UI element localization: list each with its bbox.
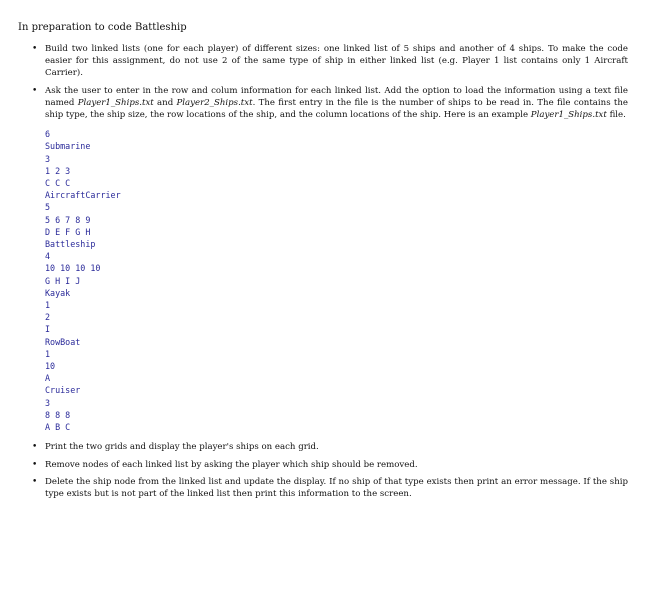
file-line: A <box>45 373 51 384</box>
file-line: RowBoat <box>45 336 81 347</box>
bullet-icon: • <box>32 442 38 453</box>
file-line: AircraftCarrier <box>45 190 121 201</box>
bullet-icon: • <box>32 85 38 96</box>
bullet-icon: • <box>32 44 38 54</box>
file-line: 2 <box>45 312 51 323</box>
task-item-file-input <box>18 85 628 122</box>
task-list <box>18 43 628 121</box>
task-text: Print the two grids and display the player's ships on each grid. <box>45 442 319 453</box>
file-line: D E F G H <box>45 226 91 237</box>
task-item-remove-nodes <box>18 459 628 471</box>
file-line: 4 <box>45 251 51 262</box>
task-item-linked-lists <box>18 43 628 80</box>
file-line: C C C <box>45 178 71 189</box>
task-text: Delete the ship node from the linked list and update the display. If no ship of that type exists then print an error message. If the ship type exists but is not part of the linked list then print this information to the screen. <box>45 476 628 499</box>
file-line: 1 <box>45 300 51 311</box>
file-line: Kayak <box>45 287 71 298</box>
file-line: Submarine <box>45 141 91 152</box>
task-text-part: file. <box>606 110 626 121</box>
file-line: A B C <box>45 422 71 433</box>
file-name-player1: Player1_Ships.txt <box>77 97 154 108</box>
file-line: 10 <box>45 361 56 372</box>
file-line: 3 <box>45 153 51 164</box>
task-list-continued <box>18 441 628 500</box>
file-line: 1 <box>45 348 51 359</box>
file-line: 1 2 3 <box>45 165 71 176</box>
task-text-part: . The first entry in the file is the number of ships to be read in. The file contains the ship type, the ship size, the row locations of the ship, and the column locations of the ship. Here is an example <box>45 97 628 121</box>
file-line: G H I J <box>45 275 81 286</box>
file-line: Cruiser <box>45 385 81 396</box>
file-line: 3 <box>45 397 51 408</box>
task-text: Remove nodes of each linked list by asking the player which ship should be removed. <box>45 459 418 470</box>
file-line: 5 <box>45 202 51 213</box>
file-line: 8 8 8 <box>45 409 71 420</box>
bullet-icon: • <box>32 459 38 470</box>
file-line: Battleship <box>45 239 96 250</box>
file-line: I <box>45 324 51 335</box>
task-text: Build two linked lists (one for each player) of different sizes: one linked list of 5 ships and another of 4 ships. To make the code easier for this assignment, do not use 2 of the same type of ship in either linked list (e.g. Player 1 list contains only 1 Aircraft Carrier). <box>45 44 628 79</box>
document-page <box>18 21 628 505</box>
page-heading: In preparation to code Battleship <box>18 22 187 33</box>
task-text-part: and <box>153 97 177 108</box>
task-item-print-grids <box>18 441 628 453</box>
file-line: 6 <box>45 129 51 140</box>
bullet-icon: • <box>32 476 38 487</box>
file-name-example: Player1_Ships.txt <box>530 110 607 121</box>
file-line: 10 10 10 10 <box>45 263 101 274</box>
file-line: 5 6 7 8 9 <box>45 214 91 225</box>
task-item-delete-node <box>18 476 628 500</box>
example-file-contents <box>45 128 628 433</box>
task-text-part: Ask the user to enter in the row and colum information for each linked list. Add the option to load the information using a text file named <box>45 85 628 108</box>
file-name-player2: Player2_Ships.txt <box>176 97 253 108</box>
